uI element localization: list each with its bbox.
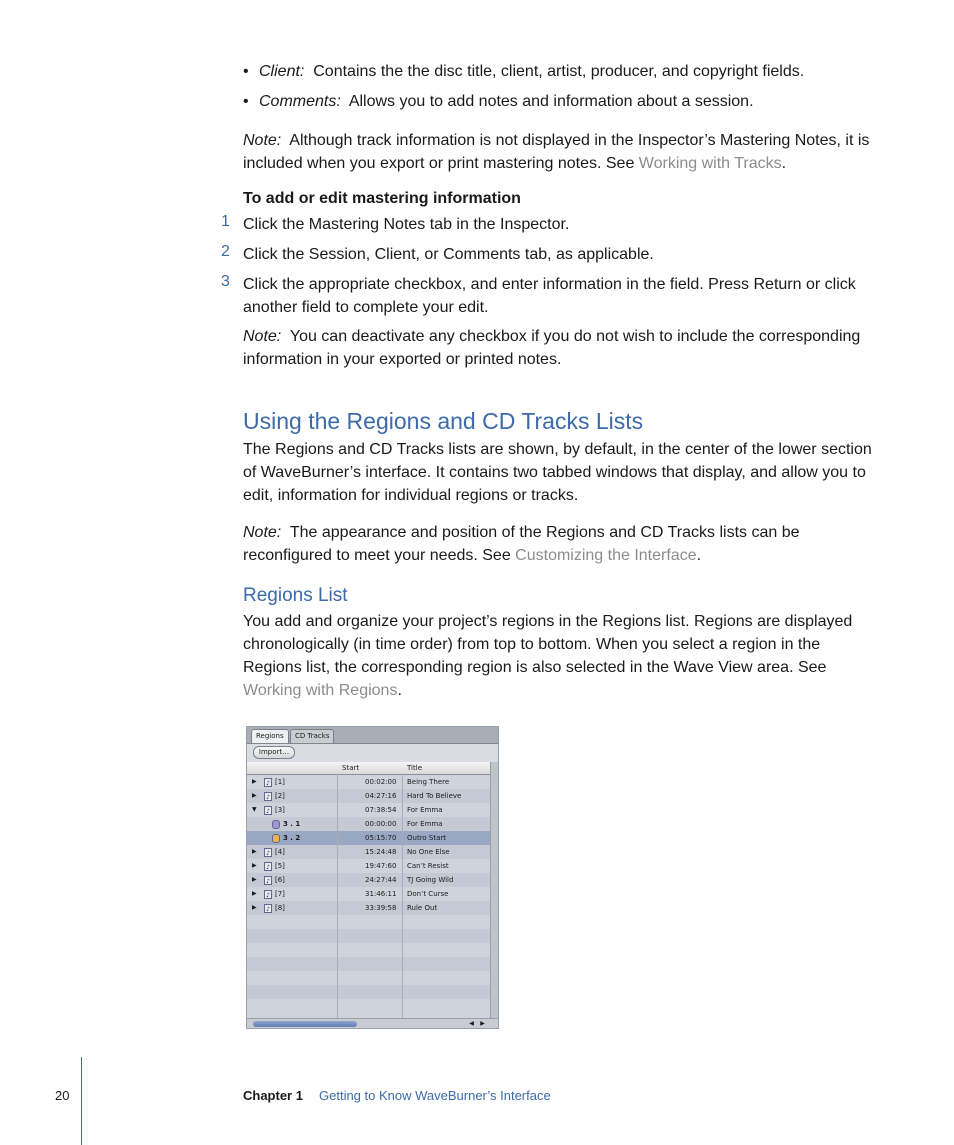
footer-chapter: Chapter 1: [243, 1088, 303, 1103]
note-end: .: [781, 155, 787, 172]
table-row[interactable]: [247, 887, 490, 901]
region-start: 19:47:60: [365, 862, 397, 870]
subsection-body: You add and organize your project’s regions in the Regions list. Regions are displayed chronologically (in time order) from top to bottom. When you select a region in the Regions list, the corresponding region is also selected in the Wave View area. See: [243, 613, 853, 676]
table-row[interactable]: [247, 845, 490, 859]
footer-chapter-title[interactable]: Getting to Know WaveBurner’s Interface: [319, 1088, 551, 1103]
region-title: For Emma: [407, 806, 443, 814]
disclosure-closed-icon[interactable]: ▶: [252, 778, 257, 785]
link-customizing-interface[interactable]: Customizing the Interface: [515, 547, 697, 564]
tab-regions[interactable]: Regions: [251, 729, 289, 743]
table-header: [247, 762, 490, 775]
disclosure-closed-icon[interactable]: ▶: [252, 792, 257, 799]
procedure-heading: To add or edit mastering information: [243, 190, 521, 207]
note-label: Note:: [243, 524, 282, 541]
region-name: 3 . 2: [283, 834, 301, 842]
empty-table-row: [247, 943, 490, 957]
region-start: 00:00:00: [365, 820, 397, 828]
region-name: [2]: [275, 792, 285, 800]
region-name: [4]: [275, 848, 285, 856]
column-start[interactable]: Start: [342, 764, 360, 772]
region-icon: ♪: [264, 806, 272, 815]
note-label: Note:: [243, 132, 282, 149]
link-working-with-tracks[interactable]: Working with Tracks: [638, 155, 782, 172]
region-name: 3 . 1: [283, 820, 301, 828]
table-row[interactable]: [247, 859, 490, 873]
note-label: Note:: [243, 328, 282, 345]
disclosure-open-icon[interactable]: ▼: [252, 806, 257, 813]
subsection-text: [243, 610, 877, 702]
region-start: 00:02:00: [365, 778, 397, 786]
table-row[interactable]: [247, 873, 490, 887]
disclosure-closed-icon[interactable]: ▶: [252, 904, 257, 911]
import-button[interactable]: Import…: [253, 746, 295, 759]
scroll-right-icon[interactable]: ▶: [480, 1020, 485, 1027]
step-text: Click the Mastering Notes tab in the Inspector.: [243, 216, 570, 233]
region-start: 31:46:11: [365, 890, 397, 898]
region-title: Hard To Believe: [407, 792, 462, 800]
table-row[interactable]: [247, 789, 490, 803]
region-start: 15:24:48: [365, 848, 397, 856]
note-tracks: [243, 129, 875, 175]
bullet-text: Contains the the disc title, client, artist, producer, and copyright fields.: [313, 63, 805, 80]
step-text: Click the Session, Client, or Comments tab, as applicable.: [243, 246, 654, 263]
note-end: .: [696, 547, 702, 564]
column-divider: [402, 774, 403, 1018]
region-title: Don’t Curse: [407, 890, 449, 898]
region-title: Being There: [407, 778, 450, 786]
bullet-dot: •: [243, 93, 249, 110]
note-text: Although track information is not displayed in the Inspector’s Mastering Notes, it is included when you export or print mastering notes. See: [243, 132, 870, 172]
region-icon: ♪: [264, 792, 272, 801]
region-start: 33:39:58: [365, 904, 397, 912]
region-title: Outro Start: [407, 834, 447, 842]
page-number: 20: [55, 1088, 70, 1103]
subregion-marker-icon: [272, 820, 280, 829]
region-name: [7]: [275, 890, 285, 898]
bullet-text: Allows you to add notes and information about a session.: [348, 93, 754, 110]
footer-divider: [81, 1057, 82, 1145]
region-name: [5]: [275, 862, 285, 870]
subsection-end: .: [397, 682, 402, 699]
region-start: 04:27:16: [365, 792, 397, 800]
link-working-with-regions[interactable]: Working with Regions: [243, 682, 398, 699]
bullet-term: Client:: [259, 63, 305, 80]
table-row[interactable]: [247, 901, 490, 915]
empty-table-row: [247, 999, 490, 1013]
region-icon: ♪: [264, 890, 272, 899]
scroll-thumb[interactable]: [253, 1021, 357, 1027]
region-title: No One Else: [407, 848, 450, 856]
note-text: The appearance and position of the Regions and CD Tracks lists can be reconfigured to meet your needs. See: [243, 524, 800, 564]
empty-table-row: [247, 915, 490, 929]
bullet-term: Comments:: [259, 93, 341, 110]
column-divider: [337, 774, 338, 1018]
disclosure-closed-icon[interactable]: ▶: [252, 876, 257, 883]
region-icon: ♪: [264, 876, 272, 885]
region-icon: ♪: [264, 862, 272, 871]
horizontal-scrollbar[interactable]: [247, 1018, 498, 1029]
region-name: [1]: [275, 778, 285, 786]
regions-list-screenshot: [246, 726, 499, 1029]
step-number: 2: [221, 243, 230, 260]
region-icon: ♪: [264, 848, 272, 857]
empty-table-row: [247, 985, 490, 999]
note-interface: [243, 521, 879, 567]
disclosure-closed-icon[interactable]: ▶: [252, 848, 257, 855]
table-row[interactable]: [247, 831, 490, 845]
region-icon: ♪: [264, 904, 272, 913]
region-title: TJ Going Wild: [407, 876, 454, 884]
empty-table-row: [247, 929, 490, 943]
scroll-left-icon[interactable]: ◀: [469, 1020, 474, 1027]
empty-table-row: [247, 957, 490, 971]
region-title: Can’t Resist: [407, 862, 449, 870]
column-title[interactable]: Title: [407, 764, 423, 772]
tab-cd-tracks[interactable]: CD Tracks: [290, 729, 334, 743]
table-row[interactable]: [247, 775, 490, 789]
table-row[interactable]: [247, 817, 490, 831]
region-title: Rule Out: [407, 904, 438, 912]
step-text: Click the appropriate checkbox, and enter information in the field. Press Return or click another field to complete your edit.: [243, 276, 856, 316]
note-text: You can deactivate any checkbox if you do not wish to include the corresponding information in your exported or printed notes.: [243, 328, 861, 368]
step-number: 1: [221, 213, 230, 230]
bullet-dot: •: [243, 63, 249, 80]
region-name: [6]: [275, 876, 285, 884]
table-row[interactable]: [247, 803, 490, 817]
vertical-scrollbar[interactable]: [490, 762, 499, 1018]
empty-table-row: [247, 971, 490, 985]
subsection-title: Regions List: [243, 585, 348, 606]
region-title: For Emma: [407, 820, 443, 828]
step-number: 3: [221, 273, 230, 290]
region-icon: ♪: [264, 778, 272, 787]
region-start: 24:27:44: [365, 876, 397, 884]
section-title: Using the Regions and CD Tracks Lists: [243, 408, 644, 434]
region-start: 07:38:54: [365, 806, 397, 814]
tab-bar: [247, 727, 498, 744]
section-intro: The Regions and CD Tracks lists are shown, by default, in the center of the lower section of WaveBurner’s interface. It contains two tabbed windows that display, and allow you to edit, information for individual regions or tracks.: [243, 441, 872, 504]
subregion-marker-icon: [272, 834, 280, 843]
regions-table: [247, 762, 490, 1018]
disclosure-closed-icon[interactable]: ▶: [252, 890, 257, 897]
region-name: [3]: [275, 806, 285, 814]
note-checkbox: [243, 325, 879, 371]
region-name: [8]: [275, 904, 285, 912]
region-start: 05:15:70: [365, 834, 397, 842]
disclosure-closed-icon[interactable]: ▶: [252, 862, 257, 869]
